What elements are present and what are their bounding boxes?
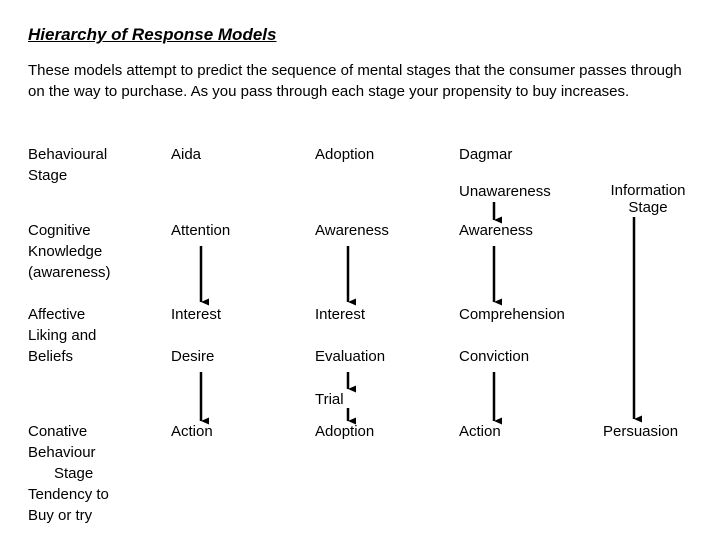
stage-conative-line-4: Tendency to — [28, 486, 109, 503]
aida-interest: Interest — [171, 306, 222, 323]
intro-paragraph: These models attempt to predict the sequence of mental stages that the consumer passes through on the way to purchase. As you pass through each stage your propensity to buy increases. — [28, 62, 682, 100]
dagmar-unawareness: Unawareness — [459, 183, 551, 200]
stage-cognitive-line-1: Cognitive — [28, 222, 91, 239]
header-stage-line-2: Stage — [28, 167, 68, 184]
information-persuasion: Persuasion — [603, 423, 679, 440]
stage-cognitive-line-2: Knowledge — [28, 243, 103, 260]
stage-conative-line-5: Buy or try — [28, 507, 93, 524]
stage-conative-line-3: Stage — [54, 465, 94, 482]
header-stage-line-1: Behavioural — [28, 146, 108, 163]
header-dagmar: Dagmar — [459, 146, 513, 163]
dagmar-action: Action — [459, 423, 501, 440]
stage-cognitive-line-3: (awareness) — [28, 264, 111, 281]
header-adoption: Adoption — [315, 146, 375, 163]
page-title: Hierarchy of Response Models — [28, 25, 277, 44]
aida-attention: Attention — [171, 222, 231, 239]
header-aida: Aida — [171, 146, 202, 163]
aida-desire: Desire — [171, 348, 215, 365]
adoption-awareness: Awareness — [315, 222, 389, 239]
information-stage-line-1: Information — [610, 182, 686, 199]
adoption-evaluation: Evaluation — [315, 348, 386, 365]
dagmar-awareness: Awareness — [459, 222, 533, 239]
stage-affective-line-2: Liking and — [28, 327, 97, 344]
adoption-trial: Trial — [315, 391, 344, 408]
information-stage-line-2: Stage — [628, 199, 668, 216]
dagmar-conviction: Conviction — [459, 348, 530, 365]
aida-action: Action — [171, 423, 213, 440]
stage-affective-line-3: Beliefs — [28, 348, 74, 365]
adoption-interest: Interest — [315, 306, 366, 323]
stage-affective-line-1: Affective — [28, 306, 86, 323]
stage-conative-line-1: Conative — [28, 423, 88, 440]
dagmar-comprehension: Comprehension — [459, 306, 565, 323]
stage-conative-line-2: Behaviour — [28, 444, 96, 461]
adoption-adoption: Adoption — [315, 423, 375, 440]
